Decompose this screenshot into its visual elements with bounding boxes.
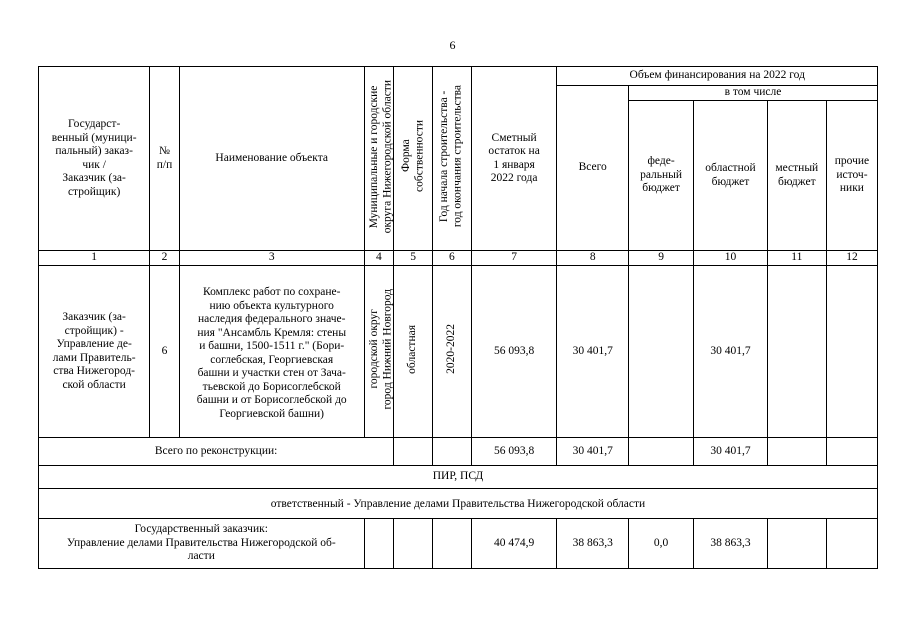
header-ownership: Форма собственности bbox=[394, 67, 433, 251]
col-num: 11 bbox=[767, 251, 826, 266]
state-customer-label: Государственный заказчик: Управление делами Правительства Нижегородской об- ласти bbox=[39, 519, 365, 569]
row-balance: 56 093,8 bbox=[471, 266, 557, 438]
row-municipal: городской округ город Нижний Новгород bbox=[364, 266, 394, 438]
row-pp: 6 bbox=[150, 266, 180, 438]
col-num: 5 bbox=[394, 251, 433, 266]
header-municipal: Муниципальные и городские округа Нижегородской области bbox=[364, 67, 394, 251]
sc-regional: 38 863,3 bbox=[694, 519, 767, 569]
total-empty bbox=[394, 438, 433, 466]
section-responsible: ответственный - Управление делами Правительства Нижегородской области bbox=[39, 489, 878, 519]
sc-other bbox=[826, 519, 877, 569]
column-numbers-row bbox=[39, 251, 878, 266]
row-years: 2020-2022 bbox=[432, 266, 471, 438]
header-local: местный бюджет bbox=[767, 101, 826, 251]
col-num: 4 bbox=[364, 251, 394, 266]
col-num: 1 bbox=[39, 251, 150, 266]
total-federal bbox=[628, 438, 693, 466]
header-balance: Сметный остаток на 1 января 2022 года bbox=[471, 67, 557, 251]
page-number: 6 bbox=[449, 38, 456, 52]
row-customer: Заказчик (за- стройщик) - Управление де- лами Правитель- ства Нижегород- ской области bbox=[39, 266, 150, 438]
section-title-row bbox=[39, 466, 878, 489]
header-object: Наименование объекта bbox=[179, 67, 364, 251]
header-including: в том числе bbox=[628, 86, 877, 101]
header-years: Год начала строительства - год окончания строительства bbox=[432, 67, 471, 251]
col-num: 6 bbox=[432, 251, 471, 266]
total-regional: 30 401,7 bbox=[694, 438, 767, 466]
sc-federal: 0,0 bbox=[628, 519, 693, 569]
sc-local bbox=[767, 519, 826, 569]
total-total: 30 401,7 bbox=[557, 438, 628, 466]
row-federal bbox=[628, 266, 693, 438]
total-empty bbox=[432, 438, 471, 466]
row-total: 30 401,7 bbox=[557, 266, 628, 438]
col-num: 12 bbox=[826, 251, 877, 266]
row-regional: 30 401,7 bbox=[694, 266, 767, 438]
table-row bbox=[39, 266, 878, 438]
total-other bbox=[826, 438, 877, 466]
header-total: Всего bbox=[557, 86, 628, 251]
header-federal: феде- ральный бюджет bbox=[628, 101, 693, 251]
financing-table bbox=[38, 66, 878, 569]
col-num: 2 bbox=[150, 251, 180, 266]
responsible-row bbox=[39, 489, 878, 519]
col-num: 9 bbox=[628, 251, 693, 266]
col-num: 10 bbox=[694, 251, 767, 266]
header-other: прочие источ- ники bbox=[826, 101, 877, 251]
header-customer: Государст- венный (муници- пальный) заказ- чик / Заказчик (за- стройщик) bbox=[39, 67, 150, 251]
row-object: Комплекс работ по сохране- нию объекта культурного наследия федерального значе- ния "Ансамбль Кремля: стены и башни, 1500-1511 г." (Бори- соглебская, Георгиевская башни и участки стен от Зача- тьевской до Борисоглебской башни и от Борисоглебской до Георгиевской башни) bbox=[179, 266, 364, 438]
section-title: ПИР, ПСД bbox=[39, 466, 878, 489]
sc-total: 38 863,3 bbox=[557, 519, 628, 569]
col-num: 3 bbox=[179, 251, 364, 266]
sc-empty bbox=[394, 519, 433, 569]
sc-empty bbox=[432, 519, 471, 569]
row-other bbox=[826, 266, 877, 438]
col-num: 8 bbox=[557, 251, 628, 266]
total-row bbox=[39, 438, 878, 466]
sc-empty bbox=[364, 519, 394, 569]
col-num: 7 bbox=[471, 251, 557, 266]
header-pp: № п/п bbox=[150, 67, 180, 251]
header-regional: областной бюджет bbox=[694, 101, 767, 251]
state-customer-row bbox=[39, 519, 878, 569]
row-ownership: областная bbox=[394, 266, 433, 438]
row-local bbox=[767, 266, 826, 438]
total-label: Всего по реконструкции: bbox=[39, 438, 394, 466]
total-balance: 56 093,8 bbox=[471, 438, 557, 466]
header-funding-group: Объем финансирования на 2022 год bbox=[557, 67, 878, 86]
total-local bbox=[767, 438, 826, 466]
sc-balance: 40 474,9 bbox=[471, 519, 557, 569]
